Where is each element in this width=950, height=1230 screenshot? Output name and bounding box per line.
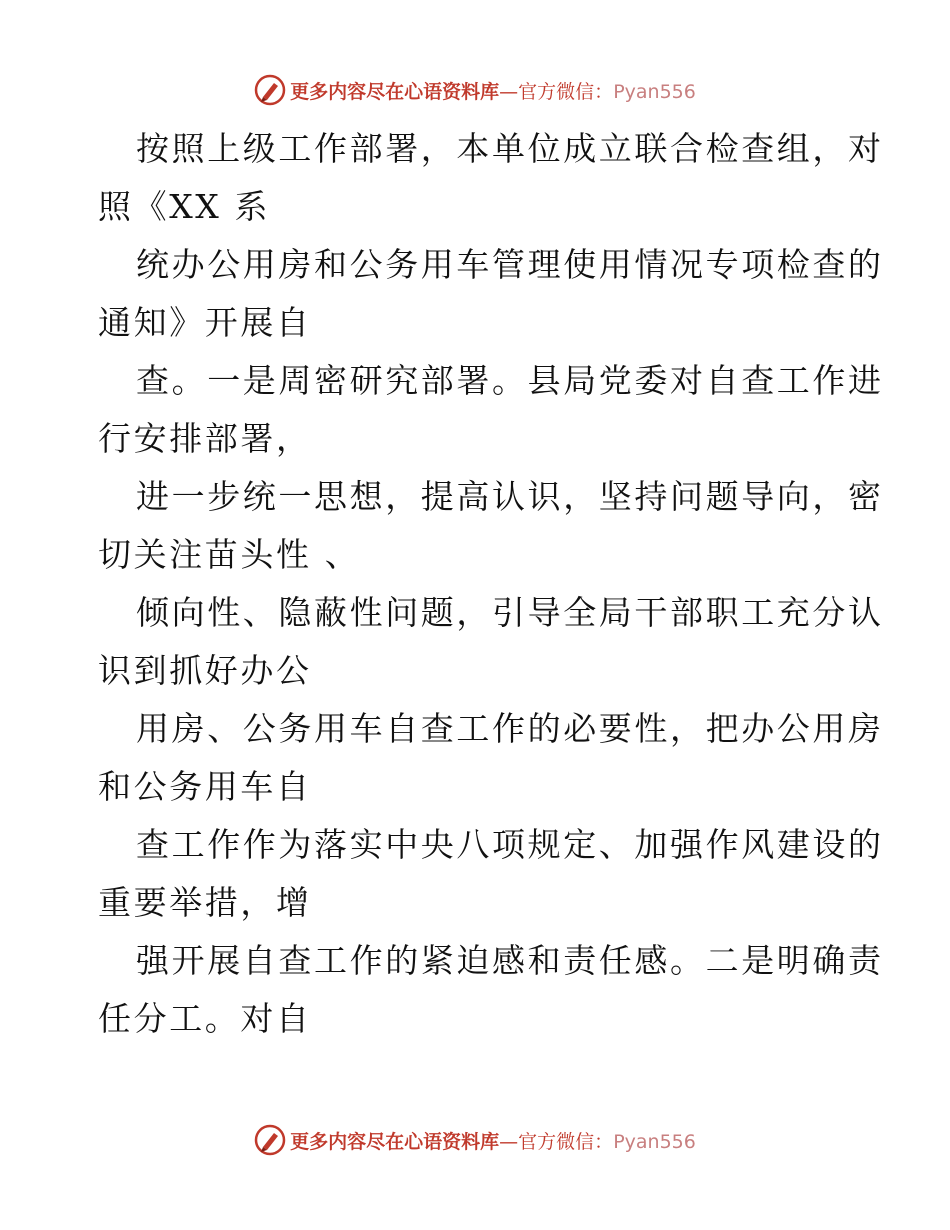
pen-logo-icon: [254, 74, 286, 106]
paragraph: [98, 468, 884, 584]
paragraph-line: 照《XX 系: [98, 187, 271, 226]
paragraph: [98, 816, 884, 932]
paragraph-line: 切关注苗头性 、: [98, 535, 361, 574]
paragraph: [98, 584, 884, 700]
watermark-dash: —: [499, 1130, 519, 1153]
watermark-header: [0, 70, 950, 110]
paragraph-line: 识到抓好办公: [98, 651, 312, 690]
paragraph: [98, 352, 884, 468]
paragraph: [98, 932, 884, 1048]
paragraph: [98, 120, 884, 236]
document-body: [98, 120, 884, 1048]
paragraph-line: 倾向性、隐蔽性问题，引导全局干部职工充分认: [136, 593, 884, 632]
paragraph-line: 统办公用房和公务用车管理使用情况专项检查的: [136, 245, 884, 284]
paragraph-line: 按照上级工作部署，本单位成立联合检查组，对: [136, 129, 884, 168]
paragraph-line: 重要举措，增: [98, 883, 312, 922]
watermark-suffix: 官方微信：: [518, 1130, 614, 1153]
watermark-prefix: 更多内容尽在心语资料库: [290, 1130, 500, 1153]
paragraph-line: 用房、公务用车自查工作的必要性，把办公用房: [136, 709, 884, 748]
paragraph-line: 任分工。对自: [98, 999, 312, 1038]
paragraph: [98, 236, 884, 352]
paragraph-line: 查。一是周密研究部署。县局党委对自查工作进: [136, 361, 884, 400]
watermark-wechat-id: Pyan556: [613, 1130, 696, 1153]
paragraph-line: 进一步统一思想，提高认识，坚持问题导向，密: [136, 477, 884, 516]
watermark-dash: —: [499, 80, 519, 103]
paragraph-line: 通知》开展自: [98, 303, 312, 342]
paragraph-line: 和公务用车自: [98, 767, 312, 806]
paragraph-line: 强开展自查工作的紧迫感和责任感。二是明确责: [136, 941, 884, 980]
paragraph-line: 行安排部署，: [98, 419, 312, 458]
paragraph: [98, 700, 884, 816]
watermark-wechat-id: Pyan556: [613, 80, 696, 103]
watermark-suffix: 官方微信：: [518, 80, 614, 103]
watermark-prefix: 更多内容尽在心语资料库: [290, 80, 500, 103]
watermark-text: [290, 77, 696, 104]
watermark-text: [290, 1127, 696, 1154]
paragraph-line: 查工作作为落实中央八项规定、加强作风建设的: [136, 825, 884, 864]
watermark-footer: [0, 1120, 950, 1160]
pen-logo-icon: [254, 1124, 286, 1156]
